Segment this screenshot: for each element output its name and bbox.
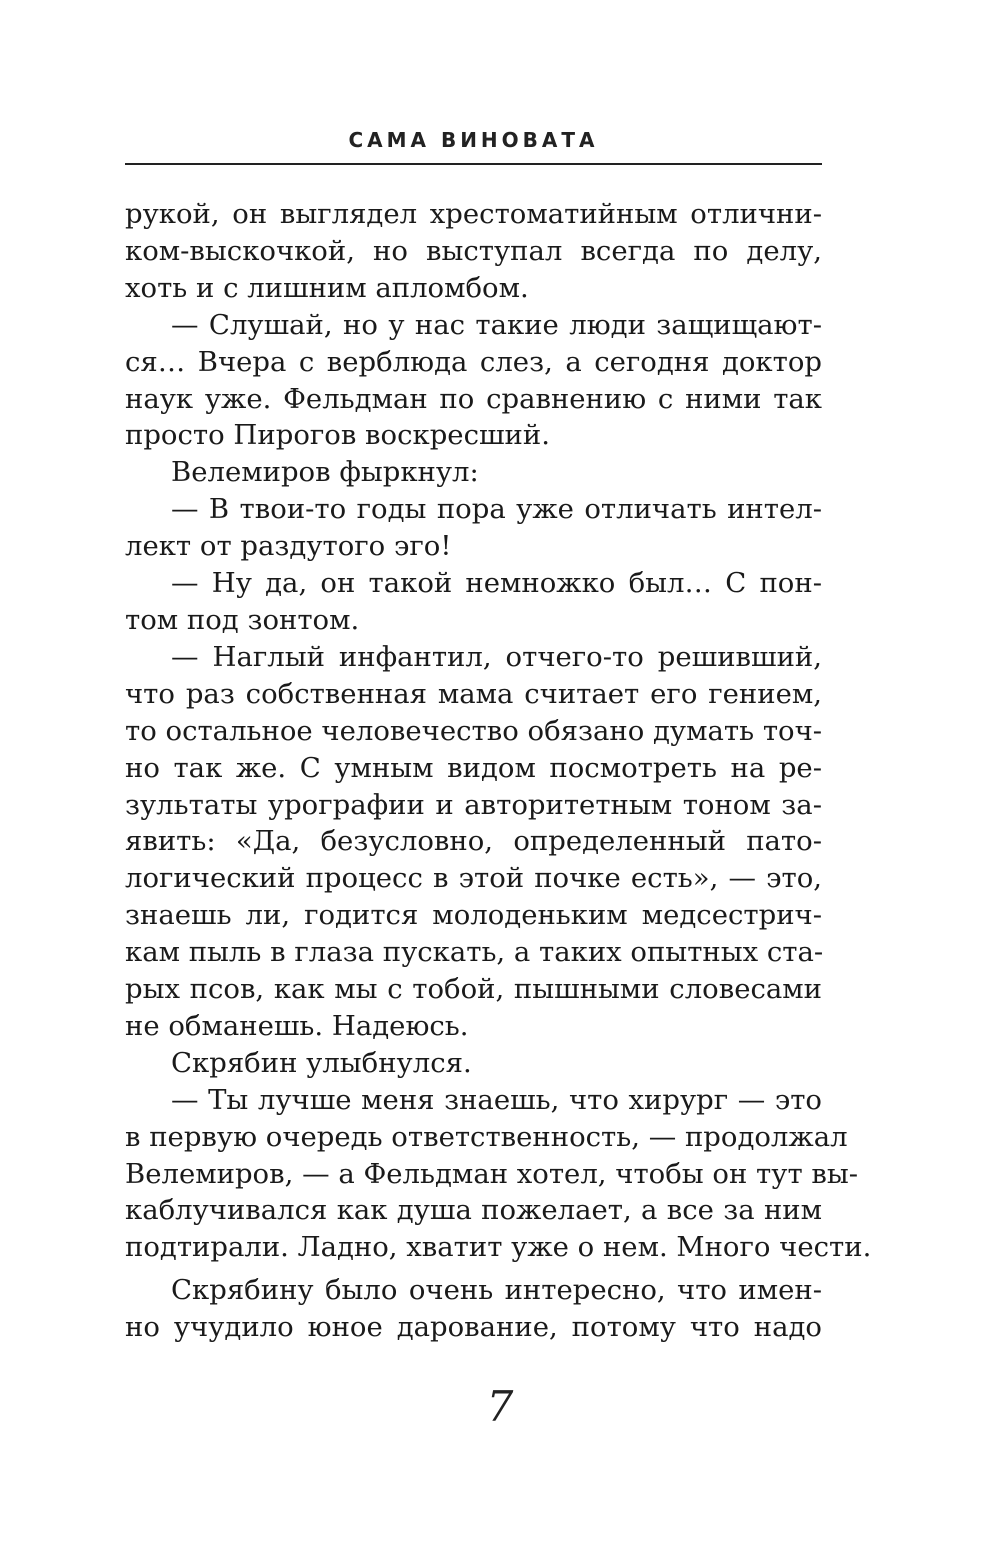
text-line: хоть и с лишним апломбом. <box>125 271 529 304</box>
text-line: логический процесс в этой почке есть», — это, <box>125 862 822 895</box>
header-rule <box>125 163 822 165</box>
text-line: явить: «Да, безусловно, определенный пато- <box>125 825 822 858</box>
text-line: Велемиров фыркнул: <box>171 456 479 489</box>
text-line: ком-выскочкой, но выступал всегда по делу, <box>125 234 822 267</box>
body-text <box>125 196 872 1346</box>
text-line: каблучивался как душа пожелает, а все за ним <box>125 1194 822 1227</box>
text-line: но так же. С умным видом посмотреть на ре- <box>125 751 822 784</box>
text-line: том под зонтом. <box>125 603 360 636</box>
text-line: знаешь ли, годится молоденьким медсестрич- <box>125 899 822 932</box>
text-line: — В твои-то годы пора уже отличать интел- <box>171 493 822 526</box>
running-header: САМА ВИНОВАТА <box>348 128 599 152</box>
text-line: кам пыль в глаза пускать, а таких опытных ста- <box>125 936 824 969</box>
text-line: Велемиров, — а Фельдман хотел, чтобы он тут вы- <box>125 1157 859 1190</box>
text-line: но учудило юное дарование, потому что надо <box>125 1311 822 1344</box>
text-line: Скрябин улыбнулся. <box>171 1046 472 1079</box>
text-line: — Ты лучше меня знаешь, что хирург — это <box>171 1083 822 1116</box>
text-line: наук уже. Фельдман по сравнению с ними так <box>125 382 822 415</box>
text-line: Скрябину было очень интересно, что имен- <box>171 1274 822 1307</box>
text-line: рых псов, как мы с тобой, пышными словесами <box>125 973 822 1006</box>
text-line: что раз собственная мама считает его гением, <box>125 677 822 710</box>
text-line: рукой, он выглядел хрестоматийным отлични- <box>125 198 822 230</box>
text-line: лект от раздутого эго! <box>125 530 452 563</box>
text-line: просто Пирогов воскресший. <box>125 419 550 452</box>
page-number: 7 <box>486 1382 514 1431</box>
text-line: в первую очередь ответственность, — продолжал <box>125 1120 848 1153</box>
text-line: зультаты урографии и авторитетным тоном за- <box>125 788 822 821</box>
text-line: — Ну да, он такой немножко был… С пон- <box>171 567 822 600</box>
text-line: подтирали. Ладно, хватит уже о нем. Много чести. <box>125 1231 872 1264</box>
text-line: ся… Вчера с верблюда слез, а сегодня доктор <box>125 345 822 378</box>
text-line: то остальное человечество обязано думать точ- <box>125 714 823 747</box>
text-line: не обманешь. Надеюсь. <box>125 1009 469 1042</box>
text-line: — Наглый инфантил, отчего-то решивший, <box>171 640 822 673</box>
text-line: — Слушай, но у нас такие люди защищают- <box>171 308 822 341</box>
